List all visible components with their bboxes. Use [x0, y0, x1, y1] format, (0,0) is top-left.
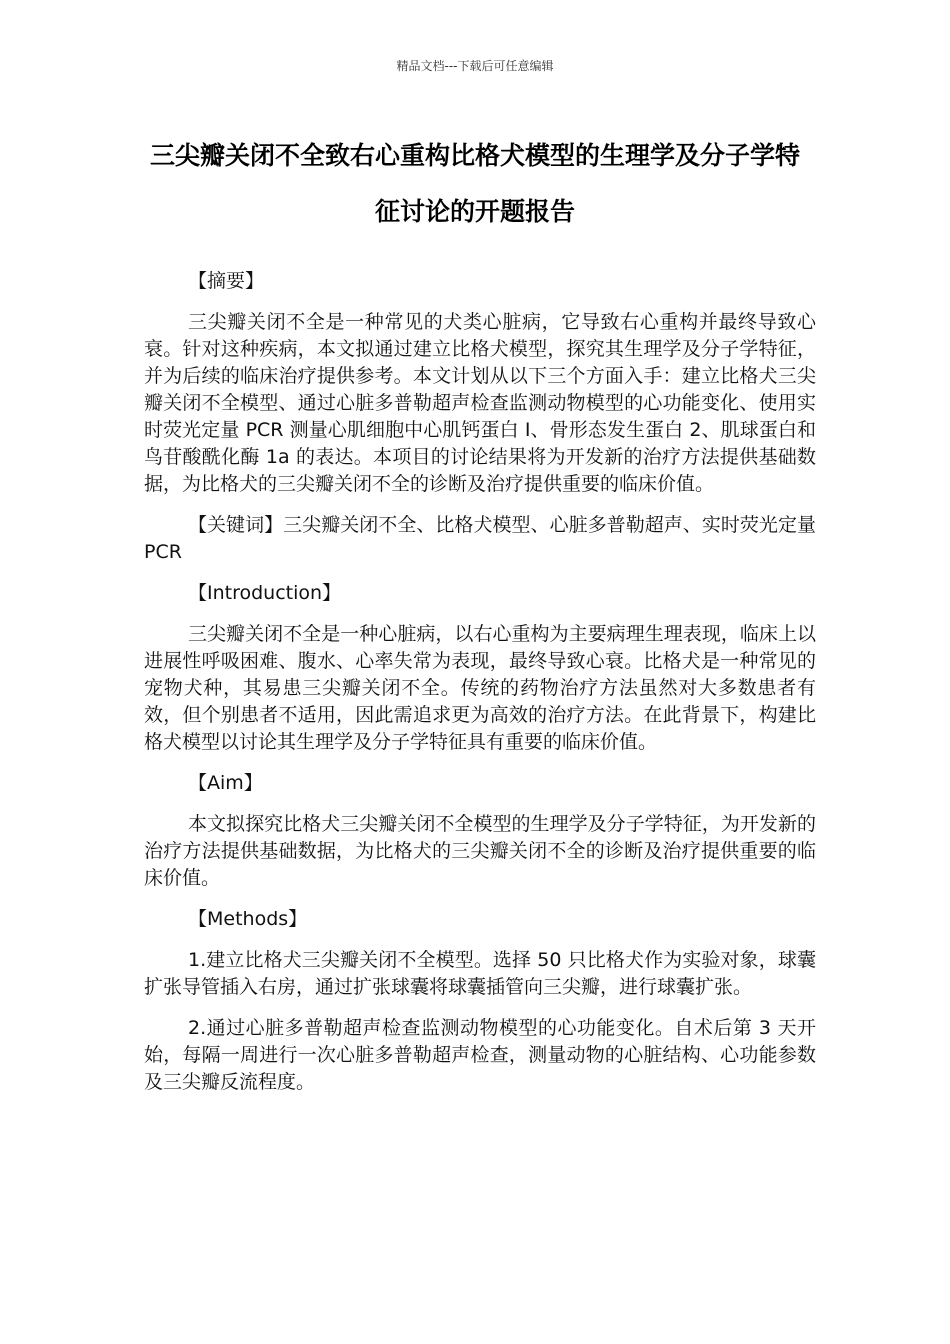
methods-item-1: 1.建立比格犬三尖瓣关闭不全模型。选择 50 只比格犬作为实验对象，球囊扩张导管插入右房，通过扩张球囊将球囊插管向三尖瓣，进行球囊扩张。: [144, 949, 816, 998]
methods-item-2: 2.通过心脏多普勒超声检查监测动物模型的心功能变化。自术后第 3 天开始，每隔一周进行一次心脏多普勒超声检查，测量动物的心脏结构、心功能参数及三尖瓣反流程度。: [144, 1017, 816, 1093]
keywords-paragraph: 【关键词】三尖瓣关闭不全、比格犬模型、心脏多普勒超声、实时荧光定量 PCR: [144, 514, 816, 563]
methods-heading: 【Methods】: [188, 908, 308, 930]
aim-paragraph: 本文拟探究比格犬三尖瓣关闭不全模型的生理学及分子学特征，为开发新的治疗方法提供基础数据，为比格犬的三尖瓣关闭不全的诊断及治疗提供重要的临床价值。: [144, 813, 816, 889]
document-title: 三尖瓣关闭不全致右心重构比格犬模型的生理学及分子学特征讨论的开题报告: [149, 141, 800, 226]
introduction-heading: 【Introduction】: [188, 582, 342, 604]
introduction-paragraph: 三尖瓣关闭不全是一种心脏病，以右心重构为主要病理生理表现，临床上以进展性呼吸困难、腹水、心率失常为表现，最终导致心衰。比格犬是一种常见的宠物犬种，其易患三尖瓣关闭不全。传统的药物治疗方法虽然对大多数患者有效，但个别患者不适用，因此需追求更为高效的治疗方法。在此背景下，构建比格犬模型以讨论其生理学及分子学特征具有重要的临床价值。: [144, 623, 816, 753]
abstract-paragraph: 三尖瓣关闭不全是一种常见的犬类心脏病，它导致右心重构并最终导致心衰。针对这种疾病，本文拟通过建立比格犬模型，探究其生理学及分子学特征，并为后续的临床治疗提供参考。本文计划从以下三个方面入手：建立比格犬三尖瓣关闭不全模型、通过心脏多普勒超声检查监测动物模型的心功能变化、使用实时荧光定量 PCR 测量心肌细胞中心肌钙蛋白 I、骨形态发生蛋白 2、肌球蛋白和鸟苷酸酰化酶 1a 的表达。本项目的讨论结果将为开发新的治疗方法提供基础数据，为比格犬的三尖瓣关闭不全的诊断及治疗提供重要的临床价值。: [144, 311, 816, 495]
abstract-heading: 【摘要】: [188, 270, 265, 292]
document-body: [144, 268, 816, 1110]
page-header: 精品文档---下载后可任意编辑: [396, 59, 554, 73]
aim-heading: 【Aim】: [188, 772, 263, 794]
